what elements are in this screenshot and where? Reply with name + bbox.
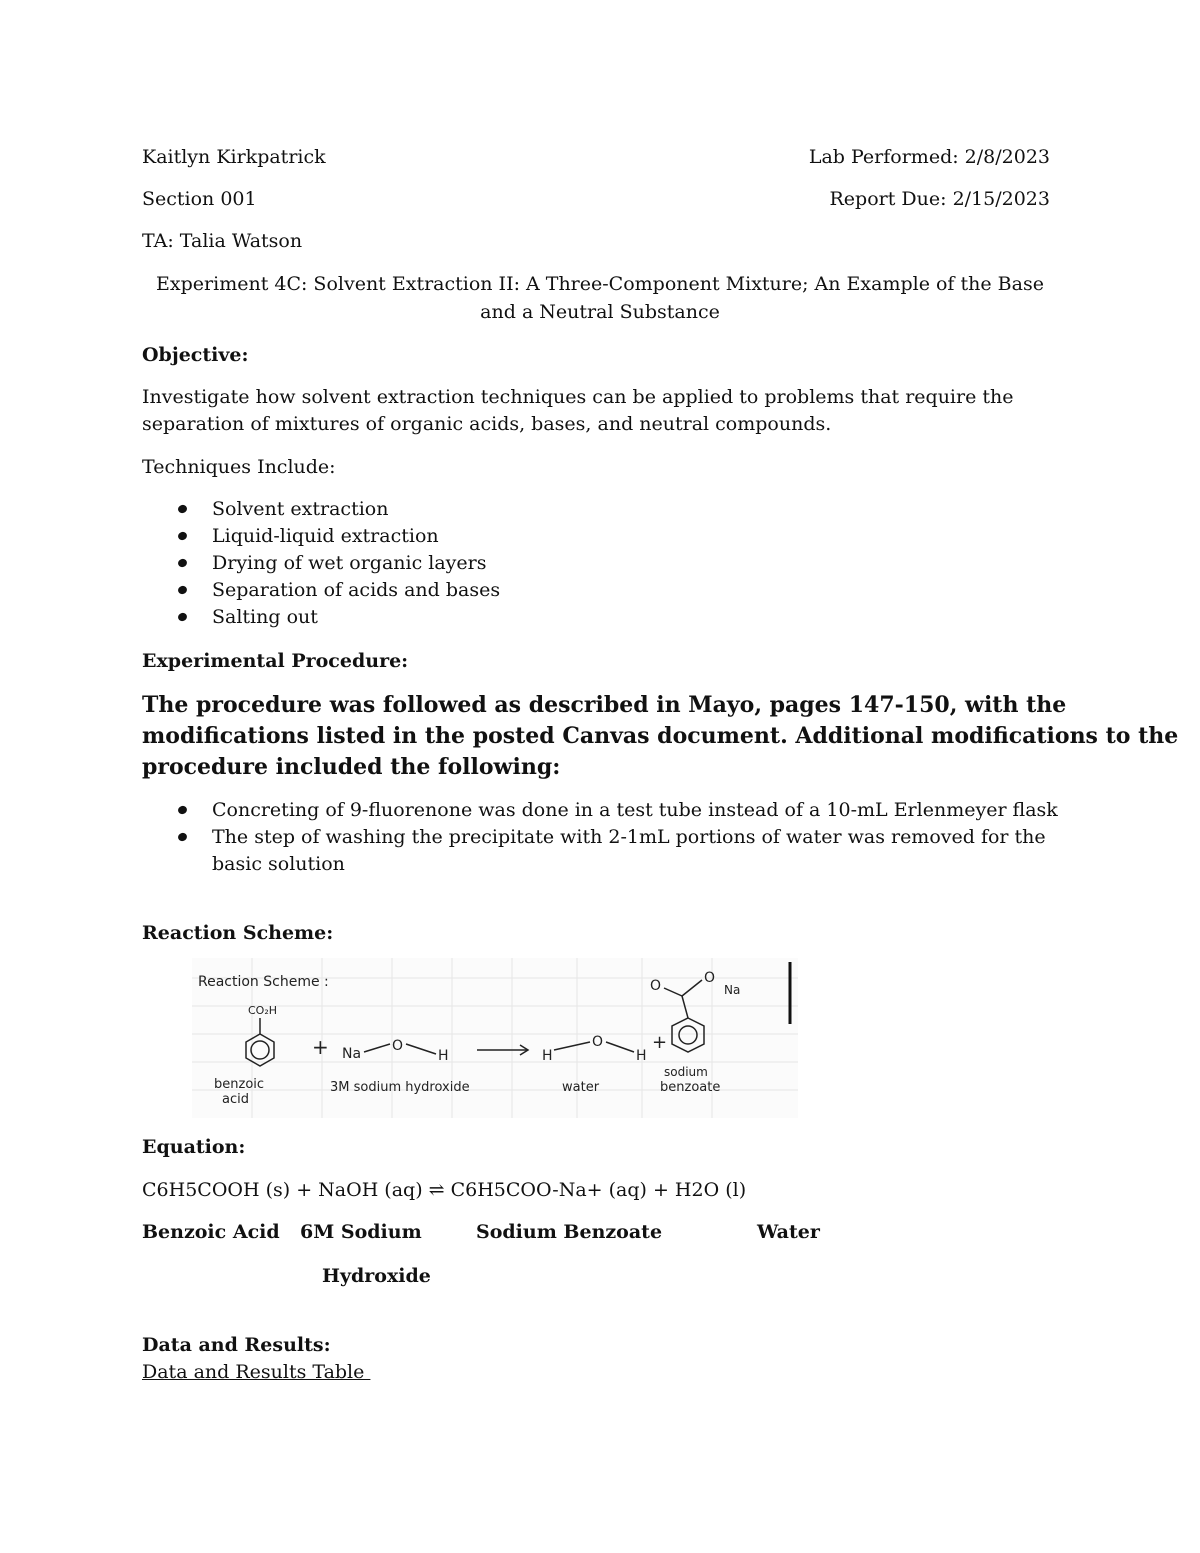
benzoate-label: benzoate [660,1080,721,1095]
equation-heading: Equation: [142,1136,246,1158]
acid-label: acid [222,1092,249,1107]
reaction-arrow [477,1045,528,1055]
naoh-label: 3M sodium hydroxide [330,1080,470,1095]
water-hydrogen-right: H [636,1048,647,1064]
sodium-ion: Na [724,983,741,997]
co2h-label: CO₂H [248,1004,278,1017]
plus-sign: + [652,1032,668,1053]
list-item: Concreting of 9-fluorenone was done in a test tube instead of a 10-mL Erlenmeyer flask [142,797,1058,824]
oxygen-symbol: O [392,1038,404,1054]
techniques-heading: Techniques Include: [142,456,336,478]
data-results-table-link[interactable]: Data and Results Table [142,1361,371,1383]
list-item: Separation of acids and bases [142,577,500,604]
list-item: Solvent extraction [142,496,500,523]
lab-performed-date: Lab Performed: 2/8/2023 [808,146,1050,168]
objective-heading: Objective: [142,344,249,366]
compound-name-benzoic-acid: Benzoic Acid [142,1221,280,1243]
compound-name-water: Water [757,1221,820,1243]
carboxylate-oxygen: O [704,970,716,986]
objective-text-line1: Investigate how solvent extraction techniques can be applied to problems that require the [142,386,1014,408]
bullet-icon [177,832,188,843]
plus-sign: + [312,1035,329,1059]
reaction-scheme-image [192,958,798,1118]
water-oxygen: O [592,1034,604,1050]
procedure-text-line1: The procedure was followed as described in Mayo, pages 147-150, with the [142,692,1067,718]
sodium-label: sodium [664,1065,708,1079]
ta-name: TA: Talia Watson [142,230,303,252]
data-results-heading: Data and Results: [142,1334,331,1356]
bullet-icon [177,504,188,515]
list-item: Salting out [142,604,500,631]
experiment-title-line2: and a Neutral Substance [480,301,720,323]
modifications-list [142,797,1058,878]
bullet-icon [177,558,188,569]
objective-text-line2: separation of mixtures of organic acids, bases, and neutral compounds. [142,413,832,435]
hydrogen-symbol: H [438,1048,449,1064]
author-name: Kaitlyn Kirkpatrick [142,146,326,168]
list-item: basic solution [212,853,345,875]
procedure-text-line3: procedure included the following: [142,754,561,780]
bullet-icon [177,612,188,623]
compound-name-sodium-benzoate: Sodium Benzoate [476,1221,663,1243]
bullet-icon [177,531,188,542]
benzoic-label: benzoic [214,1077,265,1092]
procedure-heading: Experimental Procedure: [142,650,409,672]
equation-formula: C6H5COOH (s) + NaOH (aq) ⇌ C6H5COO-Na+ (aq) + H2O (l) [142,1179,747,1201]
water-label: water [562,1080,600,1095]
water-hydrogen-left: H [542,1048,553,1064]
benzoic-acid-structure [246,1018,274,1066]
list-item: Drying of wet organic layers [142,550,500,577]
techniques-list [142,496,500,631]
compound-name-hydroxide-cont: Hydroxide [322,1265,431,1287]
scheme-handwritten-title: Reaction Scheme : [198,974,329,990]
carbonyl-oxygen: O [650,978,662,994]
list-item: Liquid-liquid extraction [142,523,500,550]
sodium-benzoate-structure [664,980,704,1052]
bullet-icon [177,805,188,816]
bullet-icon [177,585,188,596]
procedure-text-line2: modifications listed in the posted Canvas document. Additional modifications to the [142,723,1179,749]
reaction-scheme-heading: Reaction Scheme: [142,922,334,944]
report-due-date: Report Due: 2/15/2023 [829,188,1050,210]
sodium-symbol: Na [342,1046,362,1062]
experiment-title-line1: Experiment 4C: Solvent Extraction II: A Three-Component Mixture; An Example of the Base [156,273,1044,295]
section-number: Section 001 [142,188,257,210]
list-item: The step of washing the precipitate with 2-1mL portions of water was removed for the [142,824,1058,851]
reaction-scheme-drawing [192,958,798,1118]
compound-name-sodium-hydroxide: 6M Sodium [300,1221,422,1243]
